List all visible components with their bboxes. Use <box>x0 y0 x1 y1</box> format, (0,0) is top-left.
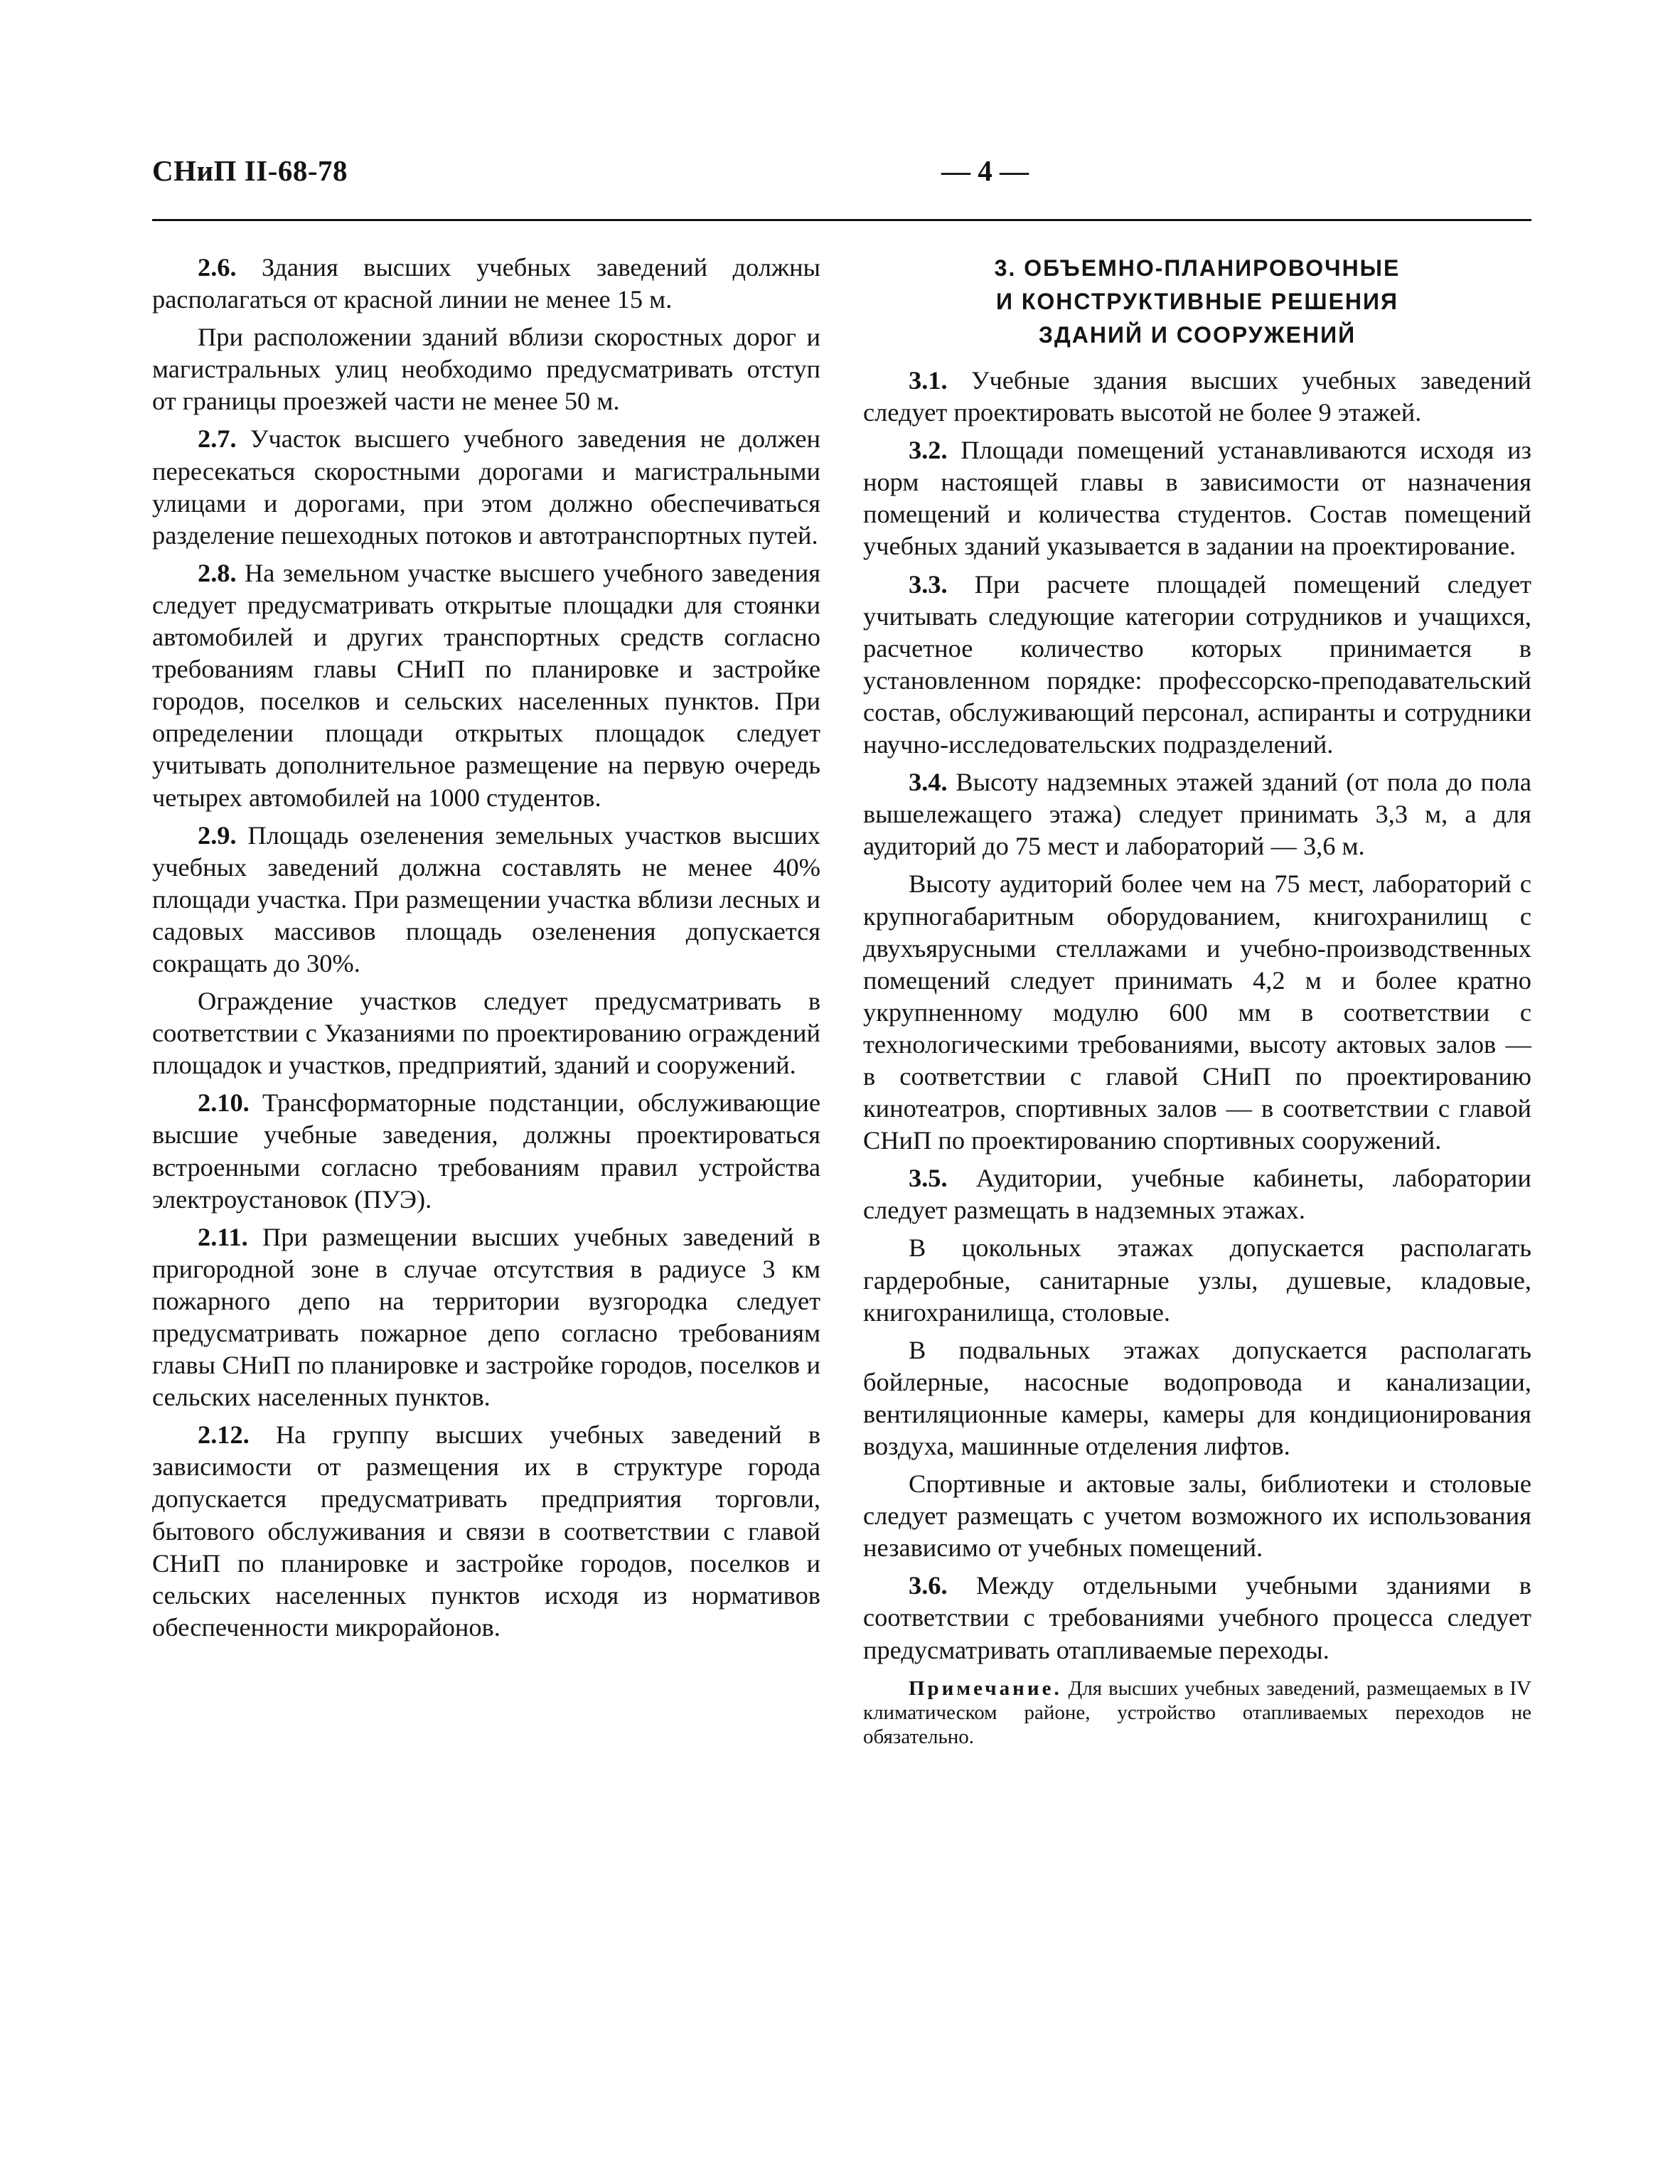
right-column <box>863 252 1531 1749</box>
clause-number: 3.1. <box>909 366 948 395</box>
paragraph-text: Здания высших учебных заведений должны располагаться от красной линии не менее 15 м. <box>152 253 820 314</box>
clause-number: 3.6. <box>909 1571 948 1600</box>
clause-number: 2.11. <box>198 1222 248 1251</box>
paragraph-2-11 <box>152 1221 820 1414</box>
clause-number: 3.4. <box>909 768 948 797</box>
paragraph-text: Высоту надземных этажей зданий (от пола до пола вышележащего этажа) следует принимать 3,3 м, а для аудиторий до 75 мест и лабораторий — 3,6 м. <box>863 768 1531 861</box>
clause-number: 2.9. <box>198 820 237 850</box>
note-label: Примечание. <box>909 1676 1062 1700</box>
clause-number: 3.5. <box>909 1164 948 1193</box>
paragraph-text: На группу высших учебных заведений в зависимости от размещения их в структуре города допускается предусматривать предприятия торговли, бытового обслуживания и связи в соответствии с главой СНиП по планировке и застройке городов, поселков и сельских населенных пунктов исходя из нормативов обеспеченности микрорайонов. <box>152 1420 820 1642</box>
paragraph-2-9 <box>152 820 820 980</box>
paragraph-2-6 <box>152 252 820 316</box>
clause-number: 2.6. <box>198 253 237 282</box>
paragraph-text: Ограждение участков следует предусматривать в соответствии с Указаниями по проектированию ограждений площадок и участков, предприятий, зданий и сооружений. <box>152 987 820 1080</box>
clause-number: 2.12. <box>198 1420 250 1450</box>
paragraph-2-9-cont <box>152 985 820 1081</box>
paragraph-2-10 <box>152 1087 820 1215</box>
paragraph-3-4 <box>863 766 1531 862</box>
paragraph-text: Учебные здания высших учебных заведений следует проектировать высотой не более 9 этажей. <box>863 366 1531 427</box>
section-title-line: И КОНСТРУКТИВНЫЕ РЕШЕНИЯ <box>995 289 1399 314</box>
paragraph-2-8 <box>152 557 820 814</box>
document-code: СНиП II-68-78 <box>152 154 348 187</box>
paragraph-text: При размещении высших учебных заведений в пригородной зоне в случае отсутствия в радиусе 3 км пожарного депо на территории вузгородка следует предусматривать пожарное депо согласно требованиям главы СНиП по планировке и застройке городов, поселков и сельских населенных пунктов. <box>152 1222 820 1412</box>
paragraph-text: Спортивные и актовые залы, библиотеки и столовые следует размещать с учетом возможного их использования независимо от учебных помещений. <box>863 1470 1531 1563</box>
page-header <box>152 154 1531 221</box>
section-title-line: ЗДАНИЙ И СООРУЖЕНИЙ <box>1038 322 1357 348</box>
section-title <box>863 252 1531 352</box>
clause-number: 2.8. <box>198 558 237 587</box>
paragraph-3-6 <box>863 1570 1531 1666</box>
paragraph-3-5-basement <box>863 1232 1531 1328</box>
paragraph-text: Участок высшего учебного заведения не должен пересекаться скоростными дорогами и магистральными улицами и дорогами, при этом должно обеспечиваться разделение пешеходных потоков и автотранспортных путей. <box>152 424 820 550</box>
paragraph-2-6-cont <box>152 321 820 417</box>
page-number: — 4 — <box>941 154 1029 187</box>
paragraph-text: Высоту аудиторий более чем на 75 мест, лабораторий с крупногабаритным оборудованием, книгохранилищ с двухъярусными стеллажами и учебно-производственных помещений следует принимать 4,2 м и более кратно укрупненному модулю 600 мм в соответствии с технологическими требованиями, высоту актовых залов — в соответствии с главой СНиП по проектированию кинотеатров, спортивных залов — в соответствии с главой СНиП по проектированию спортивных сооружений. <box>863 869 1531 1155</box>
paragraph-text: В подвальных этажах допускается располагать бойлерные, насосные водопровода и канализации, вентиляционные камеры, камеры для кондиционирования воздуха, машинные отделения лифтов. <box>863 1335 1531 1460</box>
paragraph-text: Площади помещений устанавливаются исходя из норм настоящей главы в зависимости от назначения помещений и количества студентов. Состав помещений учебных зданий указывается в задании на проектирование. <box>863 436 1531 561</box>
paragraph-text: При расчете площадей помещений следует учитывать следующие категории сотрудников и учащихся, расчетное количество которых принимается в установленном порядке: профессорско-преподавательский состав, обслуживающий персонал, аспиранты и сотрудники научно-исследовательских подразделений. <box>863 569 1531 759</box>
clause-number: 3.3. <box>909 569 948 599</box>
paragraph-3-5 <box>863 1162 1531 1226</box>
note <box>863 1676 1531 1749</box>
paragraph-text: В цокольных этажах допускается располагать гардеробные, санитарные узлы, душевые, кладовые, книгохранилища, столовые. <box>863 1233 1531 1327</box>
paragraph-text: Между отдельными учебными зданиями в соответствии с требованиями учебного процесса следует предусматривать отапливаемые переходы. <box>863 1571 1531 1664</box>
clause-number: 3.2. <box>909 436 948 465</box>
paragraph-text: Площадь озеленения земельных участков высших учебных заведений должна составлять не менее 40% площади участка. При размещении участка вблизи лесных и садовых массивов площадь озеленения допускается сокращать до 30%. <box>152 820 820 978</box>
paragraph-text: Трансформаторные подстанции, обслуживающие высшие учебные заведения, должны проектироваться встроенными согласно требованиям правил устройства электроустановок (ПУЭ). <box>152 1088 820 1214</box>
paragraph-text: На земельном участке высшего учебного заведения следует предусматривать открытые площадки для стоянки автомобилей и других транспортных средств согласно требованиям главы СНиП по планировке и застройке городов, поселков и сельских населенных пунктов. При определении площади открытых площадок следует учитывать дополнительное размещение на первую очередь четырех автомобилей на 1000 студентов. <box>152 558 820 812</box>
left-column <box>152 252 820 1649</box>
paragraph-3-3 <box>863 569 1531 761</box>
paragraph-2-12 <box>152 1419 820 1644</box>
paragraph-3-2 <box>863 434 1531 562</box>
clause-number: 2.7. <box>198 424 237 454</box>
section-title-line: 3. ОБЪЕМНО-ПЛАНИРОВОЧНЫЕ <box>994 255 1401 281</box>
paragraph-3-5-cellar <box>863 1334 1531 1462</box>
paragraph-3-1 <box>863 365 1531 429</box>
paragraph-text: Аудитории, учебные кабинеты, лаборатории следует размещать в надземных этажах. <box>863 1164 1531 1225</box>
paragraph-3-4-cont <box>863 868 1531 1157</box>
clause-number: 2.10. <box>198 1088 250 1118</box>
note-text: Для высших учебных заведений, размещаемых в IV климатическом районе, устройство отапливаемых переходов не обязательно. <box>863 1676 1531 1748</box>
paragraph-2-7 <box>152 423 820 551</box>
paragraph-text: При расположении зданий вблизи скоростных дорог и магистральных улиц необходимо предусматривать отступ от границы проезжей части не менее 50 м. <box>152 323 820 416</box>
paragraph-3-5-halls <box>863 1468 1531 1564</box>
